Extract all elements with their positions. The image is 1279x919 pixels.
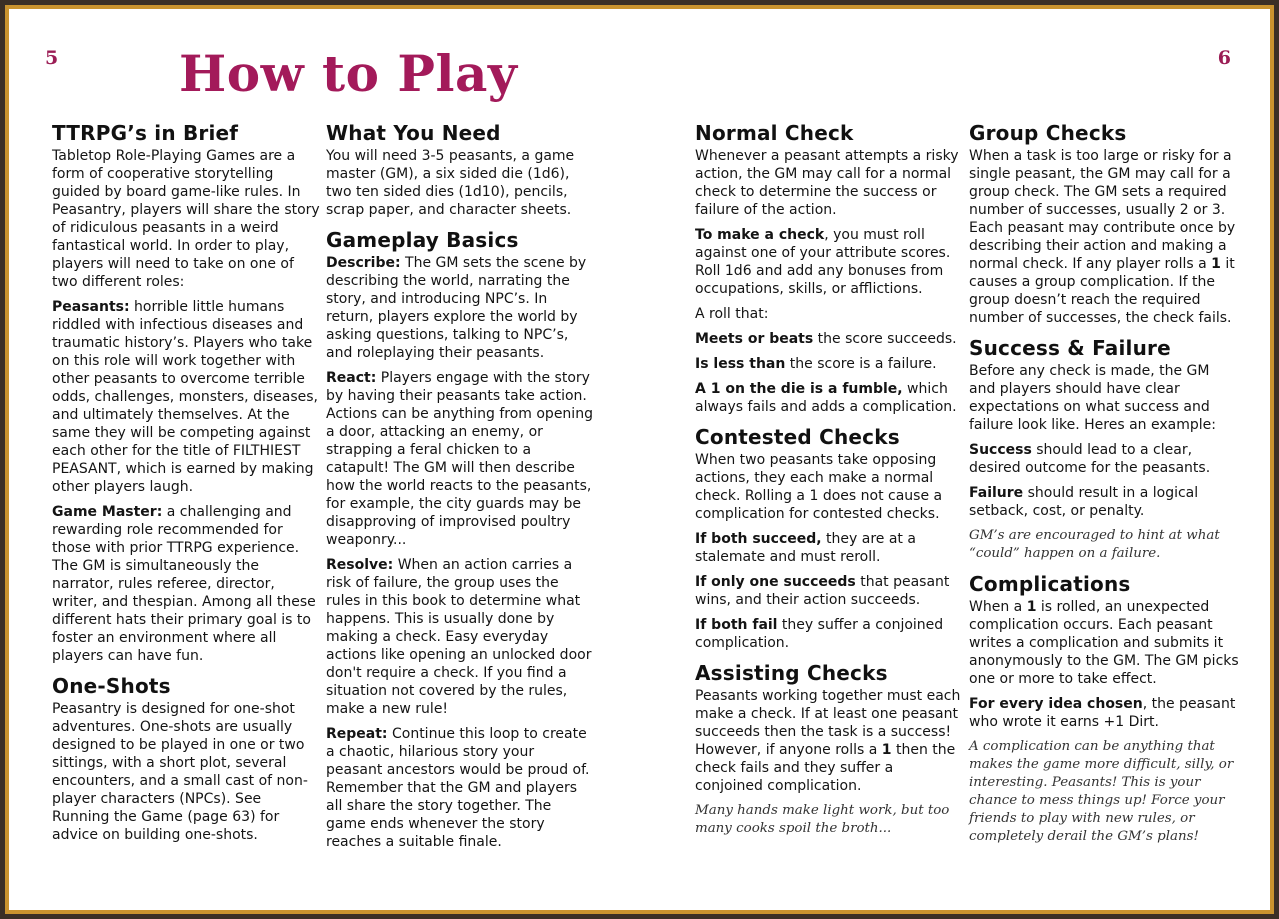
- paragraph-game-master: Game Master: a challenging and rewarding role recommended for those with prior TTRPG experience. The GM is simultaneously the narrator, rules referee, director, writer, and thespian. Among all these different hats their primary goal is to foster an environment where all players can have fun.: [52, 504, 316, 664]
- paragraph-success: Success should lead to a clear, desired outcome for the peasants.: [969, 442, 1211, 476]
- paragraph-success-failure: Before any check is made, the GM and players should have clear expectations on what success and failure look like. Heres an example:: [969, 363, 1216, 433]
- paragraph-group-checks: When a task is too large or risky for a single peasant, the GM may call for a group check. The GM sets a required number of successes, usually 2 or 3. Each peasant may contribute once by describing their action and making a normal check. If any player rolls a 1 it causes a group complication. If the group doesn’t reach the required number of successes, the check fails.: [969, 148, 1236, 326]
- quote-gm-hint: GM’s are encouraged to hint at what “could” happen on a failure.: [969, 528, 1220, 561]
- book-spread: [9, 9, 1270, 910]
- quote-many-hands: Many hands make light work, but too many cooks spoil the broth...: [695, 803, 950, 836]
- heading-normal-check: Normal Check: [695, 121, 854, 145]
- page-title: How to Play: [179, 44, 518, 103]
- paragraph-assisting: Peasants working together must each make a check. If at least one peasant succeeds then the task is a success! However, if anyone rolls a 1 then the check fails and they suffer a conjoined complication.: [695, 688, 961, 794]
- heading-assisting-checks: Assisting Checks: [695, 661, 888, 685]
- column-3: [695, 115, 965, 838]
- paragraph-both-succeed: If both succeed, they are at a stalemate and must reroll.: [695, 531, 916, 565]
- paragraph-idea-chosen: For every idea chosen, the peasant who wrote it earns +1 Dirt.: [969, 696, 1236, 730]
- label-game-master: Game Master:: [52, 504, 163, 520]
- column-4: [969, 115, 1239, 846]
- paragraph-what-you-need: You will need 3-5 peasants, a game master (GM), a six sided die (1d6), two ten sided dies (1d10), pencils, scrap paper, and character sheets.: [326, 148, 575, 218]
- paragraph-one-succeeds: If only one succeeds that peasant wins, and their action succeeds.: [695, 574, 950, 608]
- paragraph-peasants: Peasants: horrible little humans riddled with infectious diseases and traumatic history’s. Players who take on this role will work together with other peasants to overcome terrible odds, challenges, monsters, diseases, and ultimately themselves. At the same they will be competing against each other for the title of FILTHIEST PEASANT, which is earned by making other players laugh.: [52, 299, 318, 495]
- quote-complication: A complication can be anything that makes the game more difficult, silly, or interesting. Peasants! This is your chance to mess things up! Force your friends to play with new rules, or completely derail the GM’s plans!: [969, 739, 1234, 844]
- heading-one-shots: One-Shots: [52, 674, 171, 698]
- paragraph-fumble: A 1 on the die is a fumble, which always fails and adds a complication.: [695, 381, 957, 415]
- page-number-right: 6: [1217, 47, 1231, 69]
- paragraph-meets: Meets or beats the score succeeds.: [695, 331, 957, 347]
- paragraph-resolve: Resolve: When an action carries a risk of failure, the group uses the rules in this book to determine what happens. This is usually done by making a check. Easy everyday actions like opening an unlocked door don't require a check. If you find a situation not covered by the rules, make a new rule!: [326, 557, 592, 717]
- heading-success-failure: Success & Failure: [969, 336, 1171, 360]
- paragraph-less: Is less than the score is a failure.: [695, 356, 937, 372]
- label-peasants: Peasants:: [52, 299, 130, 315]
- paragraph-failure: Failure should result in a logical setback, cost, or penalty.: [969, 485, 1199, 519]
- paragraph-complications: When a 1 is rolled, an unexpected complication occurs. Each peasant writes a complication and submits it anonymously to the GM. The GM picks one or more to take effect.: [969, 599, 1239, 687]
- paragraph-roll-that: A roll that:: [695, 306, 769, 322]
- column-1: [52, 115, 322, 844]
- paragraph-make-check: To make a check, you must roll against one of your attribute scores. Roll 1d6 and add any bonuses from occupations, skills, or afflictions.: [695, 227, 951, 297]
- heading-contested-checks: Contested Checks: [695, 425, 900, 449]
- paragraph-brief: Tabletop Role-Playing Games are a form of cooperative storytelling guided by board game-like rules. In Peasantry, players will share the story of ridiculous peasants in a weird fantastical world. In order to play, players will need to take on one of two different roles:: [52, 148, 320, 290]
- page-number-left: 5: [45, 47, 59, 69]
- heading-group-checks: Group Checks: [969, 121, 1127, 145]
- paragraph-normal-check: Whenever a peasant attempts a risky action, the GM may call for a normal check to determine the success or failure of the action.: [695, 148, 959, 218]
- heading-what-you-need: What You Need: [326, 121, 501, 145]
- paragraph-describe: Describe: The GM sets the scene by describing the world, narrating the story, and introducing NPC’s. In return, players explore the world by asking questions, talking to NPC’s, and roleplaying their peasants.: [326, 255, 587, 361]
- paragraph-both-fail: If both fail they suffer a conjoined complication.: [695, 617, 944, 651]
- heading-complications: Complications: [969, 572, 1131, 596]
- heading-gameplay-basics: Gameplay Basics: [326, 228, 519, 252]
- paragraph-react: React: Players engage with the story by having their peasants take action. Actions can be anything from opening a door, attacking an enemy, or strapping a feral chicken to a catapult! The GM will then describe how the world reacts to the peasants, for example, the city guards may be disapproving of improvised poultry weaponry...: [326, 370, 593, 548]
- paragraph-contested: When two peasants take opposing actions, they each make a normal check. Rolling a 1 does not cause a complication for contested checks.: [695, 452, 943, 522]
- paragraph-repeat: Repeat: Continue this loop to create a chaotic, hilarious story your peasant ancestors would be proud of. Remember that the GM and players all share the story together. The game ends whenever the story reaches a suitable finale.: [326, 726, 590, 850]
- paragraph-one-shots: Peasantry is designed for one-shot adventures. One-shots are usually designed to be played in one or two sittings, with a short plot, several encounters, and a small cast of non-player characters (NPCs). See Running the Game (page 63) for advice on building one-shots.: [52, 701, 308, 843]
- column-2: [326, 115, 594, 851]
- heading-ttrpg-brief: TTRPG’s in Brief: [52, 121, 239, 145]
